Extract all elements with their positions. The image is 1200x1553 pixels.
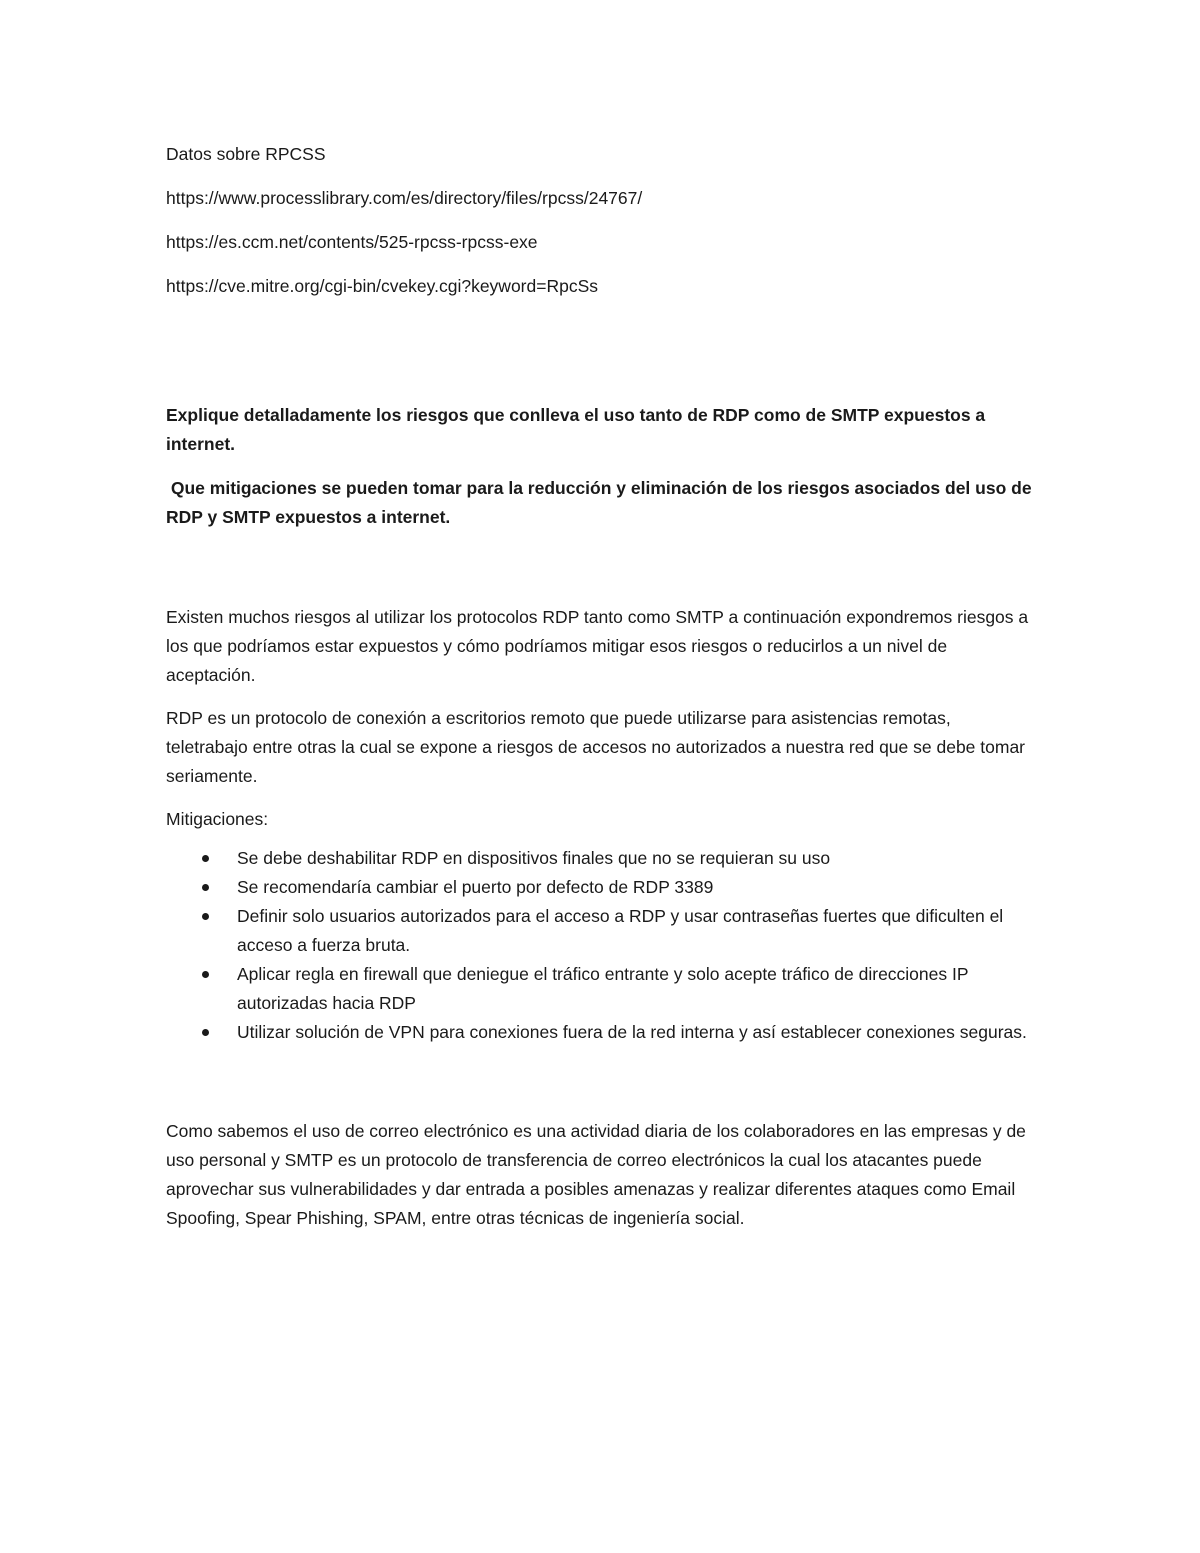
list-item (166, 1018, 1036, 1047)
document-body (166, 140, 1036, 1233)
list-item-text: Aplicar regla en firewall que deniegue el tráfico entrante y solo acepte tráfico de direcciones IP autorizadas hacia RDP (237, 964, 969, 1013)
list-item-text: Utilizar solución de VPN para conexiones fuera de la red interna y así establecer conexiones seguras. (237, 1022, 1027, 1042)
list-item (166, 844, 1036, 873)
bullet-icon (202, 1029, 209, 1036)
list-item (166, 960, 1036, 1018)
question-risks: Explique detalladamente los riesgos que conlleva el uso tanto de RDP como de SMTP expuestos a internet. (166, 405, 986, 454)
reference-link-processlibrary[interactable]: https://www.processlibrary.com/es/directory/files/rpcss/24767/ (166, 188, 643, 208)
list-item (166, 873, 1036, 902)
document-heading: Datos sobre RPCSS (166, 144, 326, 164)
mitigations-list (166, 844, 1036, 1047)
bullet-icon (202, 971, 209, 978)
list-item (166, 902, 1036, 960)
mitigations-label: Mitigaciones: (166, 809, 269, 829)
bullet-icon (202, 913, 209, 920)
question-mitigations: Que mitigaciones se pueden tomar para la reducción y eliminación de los riesgos asociados del uso de RDP y SMTP expuestos a internet. (166, 478, 1037, 527)
smtp-paragraph: Como sabemos el uso de correo electrónico es una actividad diaria de los colaboradores en las empresas y de uso personal y SMTP es un protocolo de transferencia de correo electrónicos la cual los atacantes puede aprovechar sus vulnerabilidades y dar entrada a posibles amenazas y realizar diferentes ataques como Email Spoofing, Spear Phishing, SPAM, entre otras técnicas de ingeniería social. (166, 1121, 1026, 1228)
list-item-text: Se debe deshabilitar RDP en dispositivos finales que no se requieran su uso (237, 848, 831, 868)
list-item-text: Definir solo usuarios autorizados para el acceso a RDP y usar contraseñas fuertes que dificulten el acceso a fuerza bruta. (237, 906, 1004, 955)
reference-link-ccm[interactable]: https://es.ccm.net/contents/525-rpcss-rpcss-exe (166, 232, 538, 252)
bullet-icon (202, 884, 209, 891)
list-item-text: Se recomendaría cambiar el puerto por defecto de RDP 3389 (237, 877, 714, 897)
rdp-paragraph: RDP es un protocolo de conexión a escritorios remoto que puede utilizarse para asistencias remotas, teletrabajo entre otras la cual se expone a riesgos de accesos no autorizados a nuestra red que se debe tomar seriamente. (166, 708, 1026, 786)
intro-paragraph: Existen muchos riesgos al utilizar los protocolos RDP tanto como SMTP a continuación expondremos riesgos a los que podríamos estar expuestos y cómo podríamos mitigar esos riesgos o reducirlos a un nivel de aceptación. (166, 607, 1029, 685)
reference-link-cve-mitre[interactable]: https://cve.mitre.org/cgi-bin/cvekey.cgi?keyword=RpcSs (166, 276, 598, 296)
bullet-icon (202, 855, 209, 862)
